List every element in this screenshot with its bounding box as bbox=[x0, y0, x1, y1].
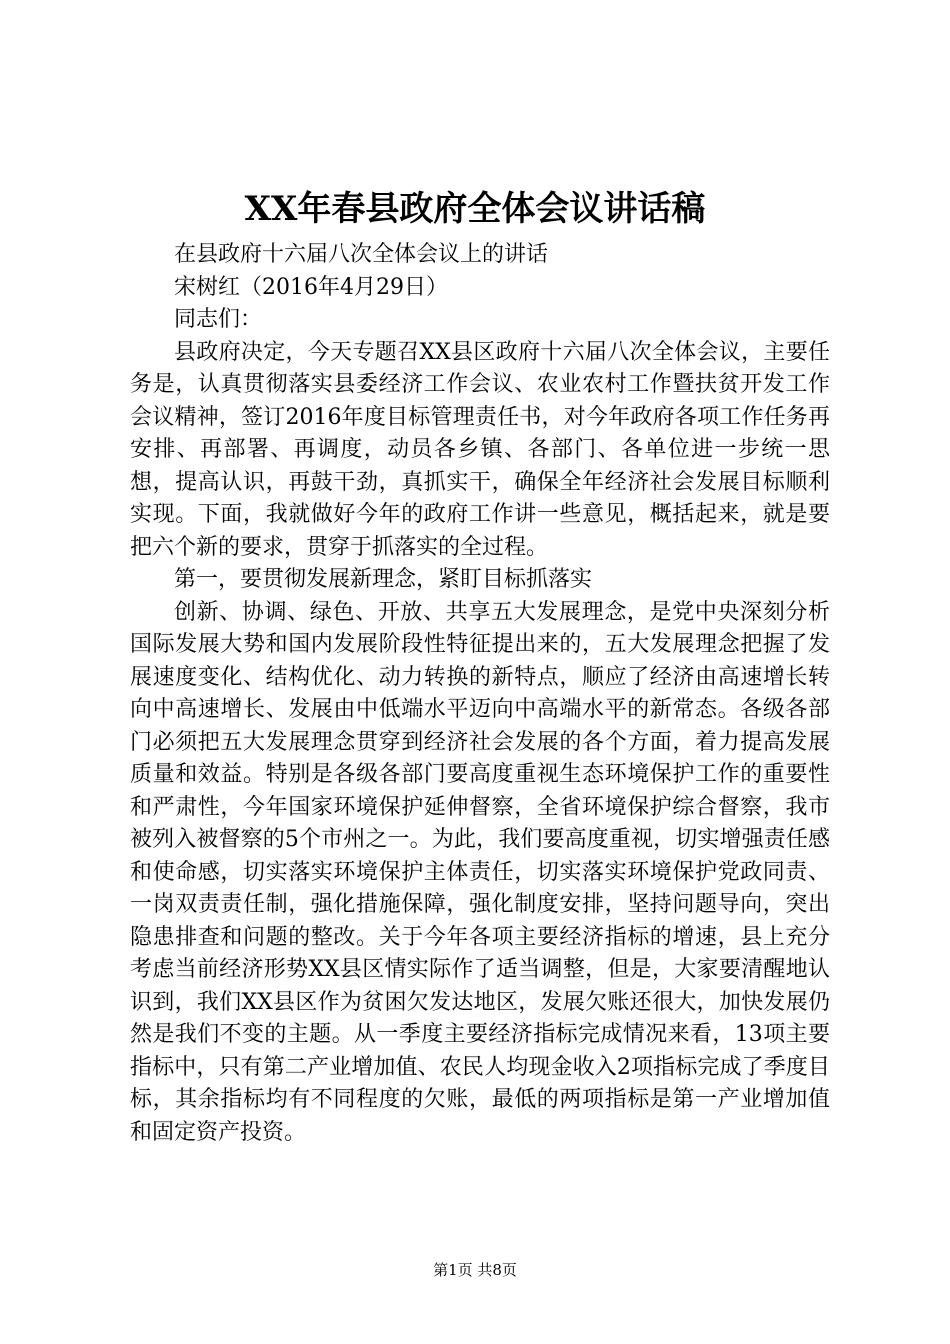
author-date: 宋树红（2016年4月29日） bbox=[174, 274, 448, 300]
page-footer: 第1页 共8页 bbox=[433, 1261, 517, 1279]
document-title: XX年春县政府全体会议讲话稿 bbox=[244, 189, 706, 229]
section-heading: 第一，要贯彻发展新理念，紧盯目标抓落实 bbox=[174, 567, 593, 592]
paragraph: 县政府决定，今天专题召XX县区政府十六届八次全体会议，主要任务是，认真贯彻落实县委经济工作会议、农业农村工作暨扶贫开发工作会议精神，签订2016年度目标管理责任书，对今年政府各项工作任务再安排、再部署、再调度，动员各乡镇、各部门、各单位进一步统一思想，提高认识，再鼓干劲，真抓实干，确保全年经济社会发展目标顺利实现。下面，我就做好今年的政府工作讲一些意见，概括起来，就是要把六个新的要求，贯穿于抓落实的全过程。 bbox=[130, 339, 830, 560]
document-body bbox=[130, 239, 830, 1149]
paragraph: 创新、协调、绿色、开放、共享五大发展理念，是党中央深刻分析国际发展大势和国内发展阶段性特征提出来的，五大发展理念把握了发展速度变化、结构优化、动力转换的新特点，顺应了经济由高速增长转向中高速增长、发展由中低端水平迈向中高端水平的新常态。各级各部门必须把五大发展理念贯穿到经济社会发展的各个方面，着力提高发展质量和效益。特别是各级各部门要高度重视生态环境保护工作的重要性和严肃性，今年国家环境保护延伸督察，全省环境保护综合督察，我市被列入被督察的5个市州之一。为此，我们要高度重视，切实增强责任感和使命感，切实落实环境保护主体责任，切实落实环境保护党政同责、一岗双责责任制，强化措施保障，强化制度安排，坚持问题导向，突出隐患排查和问题的整改。关于今年各项主要经济指标的增速，县上充分考虑当前经济形势XX县区情实际作了适当调整，但是，大家要清醒地认识到，我们XX县区作为贫困欠发达地区，发展欠账还很大，加快发展仍然是我们不变的主题。从一季度主要经济指标完成情况来看，13项主要指标中，只有第二产业增加值、农民人均现金收入2项指标完成了季度目标，其余指标均有不同程度的欠账，最低的两项指标是第一产业增加值和固定资产投资。 bbox=[130, 599, 830, 1145]
salutation: 同志们： bbox=[174, 307, 263, 332]
speech-subtitle: 在县政府十六届八次全体会议上的讲话 bbox=[174, 242, 549, 267]
